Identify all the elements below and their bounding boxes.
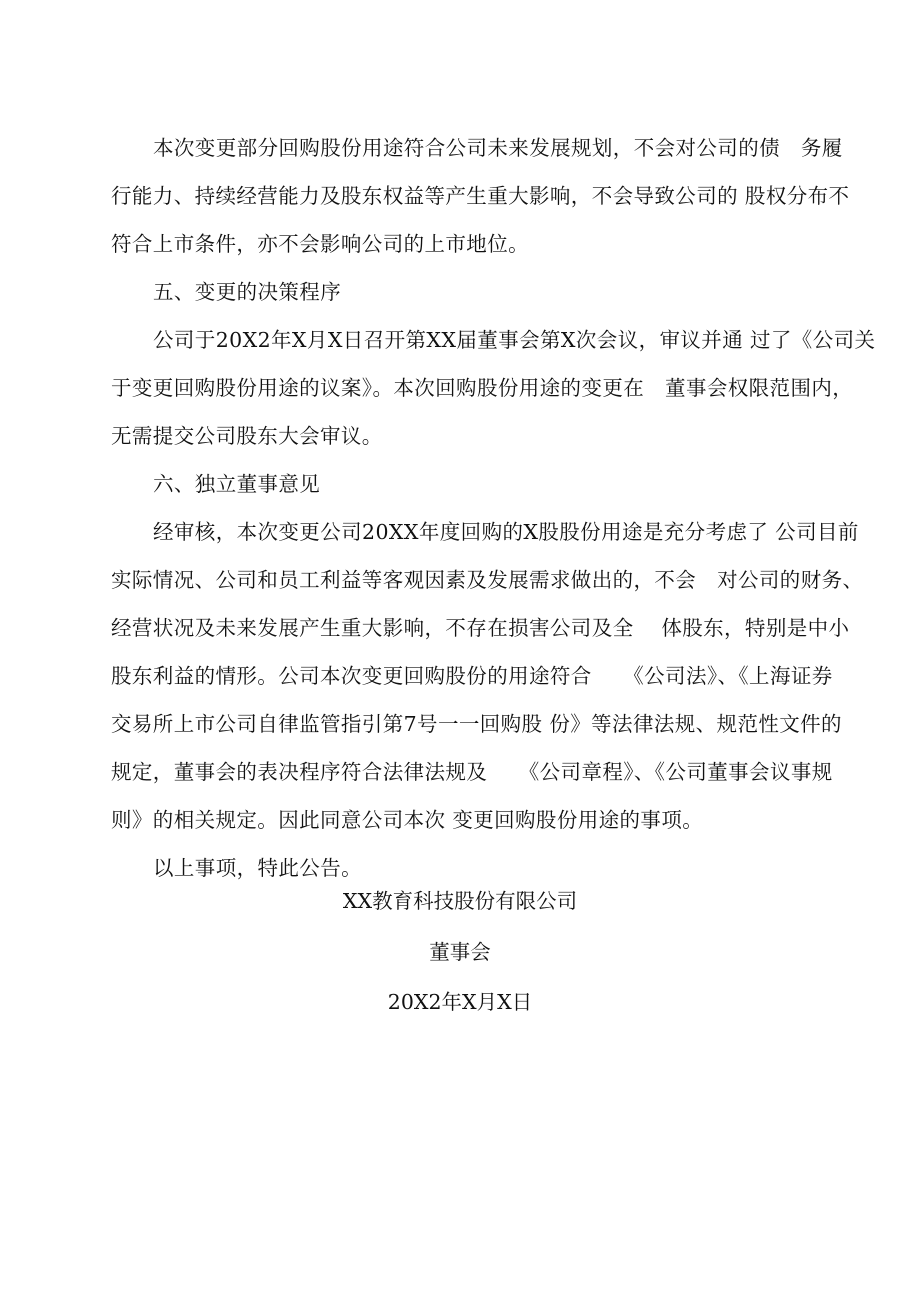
text-line: 实际情况、公司和员工利益等客观因素及发展需求做出的，不会 对公司的财务、	[111, 568, 864, 592]
text-line: 经审核，本次变更公司20XX年度回购的X股股份用途是充分考虑了 公司目前	[153, 520, 859, 544]
document-body	[111, 124, 876, 892]
signature-board: 董事会	[429, 940, 491, 964]
text-line: 交易所上市公司自律监管指引第7号一一回购股 份》等法律法规、规范性文件的	[111, 712, 842, 736]
paragraph-impact	[111, 124, 850, 268]
text-line: 行能力、持续经营能力及股东权益等产生重大影响，不会导致公司的 股权分布不	[111, 184, 850, 208]
text-line: 于变更回购股份用途的议案》。本次回购股份用途的变更在 董事会权限范围内，	[111, 376, 854, 400]
text-line: 本次变更部分回购股份用途符合公司未来发展规划，不会对公司的债 务履	[153, 136, 843, 160]
text-line: 经营状况及未来发展产生重大影响，不存在损害公司及全 体股东，特别是中小	[111, 616, 850, 640]
text-line: 股东利益的情形。公司本次变更回购股份的用途符合 《公司法》、《上海证券	[111, 664, 833, 688]
section-heading-independent-directors: 六、独立董事意见	[153, 472, 321, 496]
paragraph-decision	[111, 316, 876, 460]
paragraph-opinion	[111, 508, 864, 844]
text-line: 无需提交公司股东大会审议。	[111, 424, 383, 448]
text-line: 公司于20X2年X月X日召开第XX届董事会第X次会议，审议并通 过了《公司关	[153, 328, 876, 352]
signature-date: 20X2年X月X日	[387, 990, 533, 1014]
closing-statement: 以上事项，特此公告。	[153, 856, 362, 880]
section-heading-decision-procedure: 五、变更的决策程序	[153, 280, 342, 304]
text-line: 符合上市条件，亦不会影响公司的上市地位。	[111, 232, 529, 256]
text-line: 则》的相关规定。因此同意公司本次 变更回购股份用途的事项。	[111, 808, 704, 832]
signature-company: XX教育科技股份有限公司	[342, 889, 578, 913]
text-line: 规定，董事会的表决程序符合法律法规及 《公司章程》、《公司董事会议事规	[111, 760, 833, 784]
